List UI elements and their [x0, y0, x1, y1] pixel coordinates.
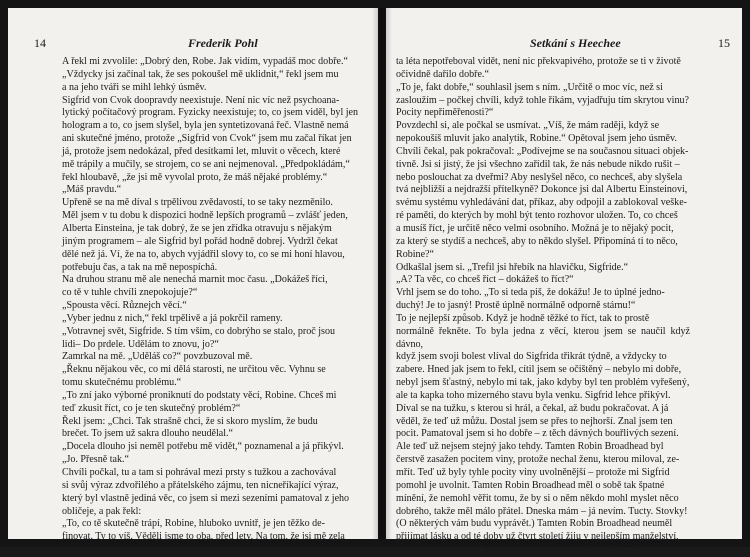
text-line: „Docela dlouho jsi neměl potřebu mě vidět,“ poznamenal a já přikývl.: [62, 441, 344, 453]
text-line: duchý! Je to jasný! Prostě úplně normálně odporně stárnu!“: [396, 300, 636, 312]
text-line: normálně řekněte. To byla jedna z věcí, kterou jsem se naučil když dávno,: [396, 325, 690, 350]
text-line: Na druhou stranu mě ale nenechá marnit moc času. „Dokážeš říci,: [62, 274, 328, 286]
text-line: obličeje, a pak řekl:: [62, 505, 142, 517]
book-gutter-shadow: [372, 8, 392, 539]
text-line: „Votravnej svět, Sigfride. S tím vším, co dobrýho se stalo, proč jsou: [62, 325, 336, 337]
text-line: si svůj výraz zdvořilého a přátelského zájmu, ten nicneříkající výraz,: [62, 479, 339, 491]
text-line: Povzdechl si, ale počkal se usmívat. „Víš, že mám raději, když se: [396, 120, 660, 132]
text-line: teď zkusit říct, co je ten skutečný problém?“: [62, 402, 241, 414]
text-line: který byl vlastně jediná věc, co jsem si mezi sezeními pamatoval z jeho: [62, 492, 350, 504]
text-line: a na jeho tváři se mihl lehký úsměv.: [62, 81, 207, 93]
text-line: nebo poslouchat za dveřmi? Aby neslyšel něco, co nechceš, aby slyšela: [396, 171, 683, 183]
text-line: Upřeně se na mě díval s trpělivou zvědavostí, to se taky nezměnilo.: [62, 197, 333, 209]
text-line: „Máš pravdu.“: [62, 184, 122, 196]
left-page-header: [34, 36, 364, 56]
text-line: nepokoušíš mluvit jako analytik, Robine.“ Opětoval jsem jeho úsměv.: [396, 133, 677, 145]
text-line: „Jo. Přesně tak.“: [62, 454, 129, 466]
text-line: „To je, fakt dobře,“ souhlasil jsem s ním. „Určitě o moc víc, než si: [396, 81, 663, 93]
text-line: Vrhl jsem se do toho. „To si teda piš, že dokážu! Je to úplné jedno-: [396, 287, 665, 299]
text-line: Zamrkal na mě. „Uděláš co?“ povzbuzoval mě.: [62, 351, 253, 363]
text-line: Chvíli čekal, pak pokračoval: „Podívejme se na současnou situaci objek-: [396, 145, 689, 157]
text-line: „Řeknu nějakou věc, co mi dělá starosti, ne určitou věc. Vyhnu se: [62, 364, 326, 376]
text-line: věděl, že teď už můžu. Dostal jsem se přes to nejhorší. Znal jsem ten: [396, 415, 673, 427]
text-line: mřít. Teď už byly tyhle pocity viny uvolněnější – protože mi Sigfrid: [396, 467, 670, 478]
text-line: Chvíli počkal, tu a tam si pohrával mezi prsty s tužkou a zachovával: [62, 467, 337, 478]
page-number: 15: [718, 36, 730, 50]
text-line: Díval se na tužku, s kterou si hrál, a čekal, až budu pokračovat. A já: [396, 402, 669, 414]
text-line: nebyl jsem šťastný, nebylo mi tak, jako kdyby byl ten problém vyřešený,: [396, 377, 690, 389]
text-line: jiným programem – ale Sigfrid byl pořád hodně dobrej. Vydržl čekat: [62, 235, 338, 247]
text-line: „To zní jako výborné proniknutí do podstaty věcí, Robine. Chceš mi: [62, 389, 337, 401]
text-line: zasloužím – počkej chvíli, když tohle říkám, vyjadřuju tím skrytou vinu?: [396, 94, 689, 106]
left-page: [8, 8, 378, 543]
text-line: pomohl je uvolnit. Tamten Robin Broadhead měl o sobě tak špatné: [396, 479, 665, 491]
text-line: A řekl mi zvvolile: „Dobrý den, Robe. Jak vidím, vypadáš moc dobře.“: [62, 56, 348, 67]
running-head: Frederik Pohl: [188, 36, 258, 50]
text-line: a musíš říct, je určitě něco velmi osobního. Možná je to nějaký pocit,: [396, 222, 674, 234]
text-line: Řekl jsem: „Chci. Tak strašně chci, že si skoro myslím, že budu: [62, 415, 318, 427]
right-page-body: [396, 56, 690, 557]
text-line: tvá nejbližší a nejdražší přítelkyně? Dokonce jsi dal Albertu Einsteinovi,: [396, 184, 688, 196]
text-line: brečet. To jsem už sakra dlouho neudělal.“: [62, 428, 233, 440]
page-number: 14: [34, 36, 46, 50]
text-line: řekl hloubavě, „že jsi mě vyvolal proto, že máš nějaké problémy.“: [62, 171, 328, 183]
text-line: tomu skutečnému problému.“: [62, 377, 182, 389]
text-line: Robine?“: [396, 248, 434, 260]
text-line: tivně. Jsi si jistý, že jsi všechno zařídil tak, že nás nebude nikdo rušit –: [396, 158, 680, 170]
text-line: Sigfrid von Cvok doopravdy neexistuje. Není nic víc než psychoana-: [62, 94, 340, 106]
text-line: finovat. Ty to víš. Věděli jsme to oba, před lety. Na tom, že jsi mě zela: [62, 531, 345, 543]
text-line: lytický počítačový program. Fyzicky neexistuje; to, co jsem viděl, byl jen: [62, 107, 359, 119]
running-head: Setkání s Heechee: [530, 36, 621, 50]
text-line: dělé než já. Ví, že na to, abych vyjádřil slovy to, co se mi honí hlavou,: [62, 248, 345, 260]
text-line: Pocity nepřiměřenosti?“: [396, 107, 494, 119]
text-line: „Vždycky jsi začínal tak, že ses pokoušel mě uklidnit,“ řekl jsem mu: [62, 68, 339, 80]
text-line: mě trápily a mučily, se strojem, co se ani nejmenoval. „Předpokládám,“: [62, 158, 350, 170]
text-line: mínění, že nemohl věřit tomu, že by si o něm někdo mohl myslet něco: [396, 492, 679, 504]
left-page-body: [62, 56, 364, 544]
text-line: ale ta kapka toho mizerného stavu byla venku. Sigfrid lehce přikývl.: [396, 389, 671, 401]
text-line: přijímat lásku a od té doby už čtvrt století žiju v nejlepším manželství,: [396, 531, 679, 543]
text-line: „Vyber jednu z nich,“ řekl trpělivě a já pokrčil rameny.: [62, 312, 283, 324]
text-line: čerstvě zasažen pocitem viny, protože nechal ženu, kterou miloval, ze-: [396, 454, 680, 466]
text-line: To je nejlepší způsob. Když je hodně těžké to říct, tak to prostě: [396, 312, 650, 324]
text-line: za který se stydíš a nechceš, aby to někdo slyšel. Připomíná ti to něco,: [396, 235, 678, 247]
text-line: dobrého, takže měl málo přátel. Dneska mám – já nevím. Tucty. Stovky!: [396, 505, 688, 517]
text-line: co tě v tuhle chvíli znepokojuje?“: [62, 287, 198, 299]
right-page: [386, 8, 742, 556]
text-line: Alberta Einsteina, je tak dobrý, že se jen zřídka otravuju s nějakým: [62, 222, 332, 234]
text-line: svému systému vyhledávání dat, příkaz, aby odpojil a zablokoval veške-: [396, 197, 688, 209]
text-line: Odkašlal jsem si. „Trefil jsi hřebík na hlavičku, Sigfride.“: [396, 261, 629, 273]
text-line: lidi– Do prdele. Udělám to znovu, jo?“: [62, 338, 219, 350]
text-line: ta léta nepotřeboval vidět, není nic překvapivého, protože se ti v životě: [396, 56, 681, 67]
text-line: očividně dařilo dobře.“: [396, 68, 489, 80]
text-line: potřebuju čas, a tak na mě nepospíchá.: [62, 261, 218, 273]
text-line: hologram a to, co jsem slyšel, byla jen syntetizovaná řeč. Vlastně nemá: [62, 120, 349, 132]
text-line: ré paměti, do kterých by mohl být tento rozhovor uložen. To, co chceš: [396, 210, 678, 222]
text-line: (O některých vám budu vyprávět.) Tamten Robin Broadhead neuměl: [396, 518, 673, 530]
right-page-header: [396, 36, 730, 56]
text-line: Měl jsem v tu dobu k dispozici hodně lepších programů – zvlášť jeden,: [62, 210, 348, 222]
text-line: pocit. Pamatoval jsem si ho dobře – z těch dávných bouřlivých sezení.: [396, 428, 679, 440]
text-line: jaké kdy existovalo. Takže jsem byl úplně jiný Robin Broadhead.: [396, 544, 659, 556]
text-line: „Spousta věcí. Různejch věcí.“: [62, 300, 187, 312]
text-line: já, protože jsem nedokázal, před desítkami let, mluvit o věcech, které: [62, 145, 341, 157]
text-line: když jsem svoji bolest vlíval do Sigfrida třikrát týdně, a vždycky to: [396, 351, 667, 363]
text-line: zabere. Hned jak jsem to řekl, cítil jsem se očištěný – nebylo mi dobře,: [396, 364, 682, 376]
text-line: „A? Ta věc, co chceš říct – dokážeš to říct?“: [396, 274, 574, 286]
text-line: Ale teď už nejsem stejný jako tehdy. Tamten Robin Broadhead byl: [396, 441, 664, 453]
text-line: ani skutečné jméno, protože „Sigfrid von Cvok“ jsem mu začal říkat jen: [62, 133, 352, 145]
text-line: „To, co tě skutečně trápí, Robine, hluboko uvnitř, je jen těžko de-: [62, 518, 325, 530]
